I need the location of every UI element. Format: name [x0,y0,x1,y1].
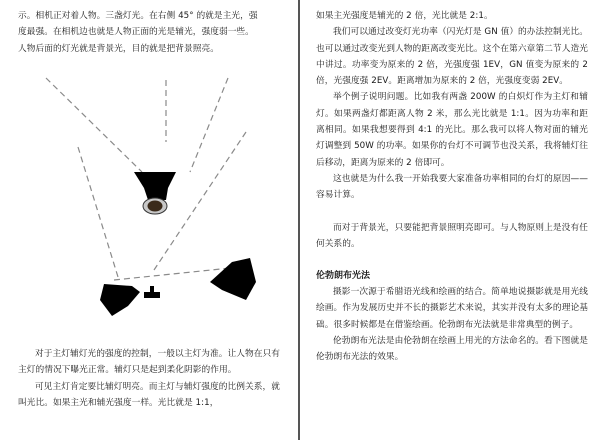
subject-head-icon [143,198,167,214]
left-top-line-2: 度最强。在相机边也就是人物正面的光是辅光，强度弱一些。 [18,27,254,38]
lighting-diagram [18,72,280,322]
right-paragraph-2: 我们可以通过改变灯光功率（闪光灯是 GN 值）的办法控制光比。也可以通过改变光到人物的距离改变光比。这个在第六章第二节人造光中讲过。功率变为原来的 2 倍，光强度强 1EV，GN 值变为原来的 2 倍，光强度强 2EV。距离增加为原来的 2 倍，光强度变弱 2EV。 [316,27,588,87]
main-light-lamp [210,258,256,300]
left-top-line-1: 示。相机正对着人物。三盏灯光。在右侧 45° 的就是主光，强 [18,11,258,21]
camera-icon [144,286,160,298]
right-paragraph-5: 摄影一次源于希腊语光线和绘画的结合。简单地说摄影就是用光线绘画。作为发展历史并不长的摄影艺术来说，其实并没有太多的理论基础。很多时候都是在借鉴绘画。伦勃朗布光法就是非常典型的例子。 [316,287,588,330]
right-paragraph-3: 举个例子说明问题。比如我有两盏 200W 的白炽灯作为主灯和辅灯。如果两盏灯都距离人物 2 米，那么光比就是 1:1。因为功率和距离相同。如果我想要得到 4:1 的光比。那么我可以将人物对面的辅光灯调整到 50W 的功率。如果你的台灯不可调节也没关系，我将辅灯往后移动，距离为原来的 2 倍即可。 [316,92,588,168]
left-bottom-text [18,346,280,411]
left-top-line-3: 人物后面的灯光就是背景光，目的就是把背景照亮。 [18,43,219,54]
right-page [316,0,588,440]
right-paragraph-4: 这也就是为什么我一开始我要大家准备功率相同的台灯的原因——容易计算。 [316,173,588,201]
background-light-lamp [134,172,176,200]
section-title: 伦勃朗布光法 [316,271,371,282]
page-divider [298,0,300,440]
right-paragraph-1: 如果主光强度是辅光的 2 倍，光比就是 2:1。 [316,11,493,21]
fill-light-lamp [100,284,140,316]
left-paragraph-1: 对于主灯辅灯光的强度的控制，一般以主灯为准。让人物在只有主灯的情况下曝光正常。辅灯只是起到柔化阴影的作用。 [18,349,280,376]
left-paragraph-2: 可见主灯肯定要比辅灯明亮。而主灯与辅灯强度的比例关系，就叫光比。如果主光和辅光强度一样。光比就是 1:1， [18,381,280,408]
right-paragraph-background: 而对于背景光，只要能把背景照明亮即可。与人物原则上是没有任何关系的。 [316,222,588,249]
left-page [18,0,280,440]
right-paragraph-6: 伦勃朗布光法是由伦勃朗在绘画上用光的方法命名的。看下图就是伦勃朗布光法的效果。 [316,336,588,363]
